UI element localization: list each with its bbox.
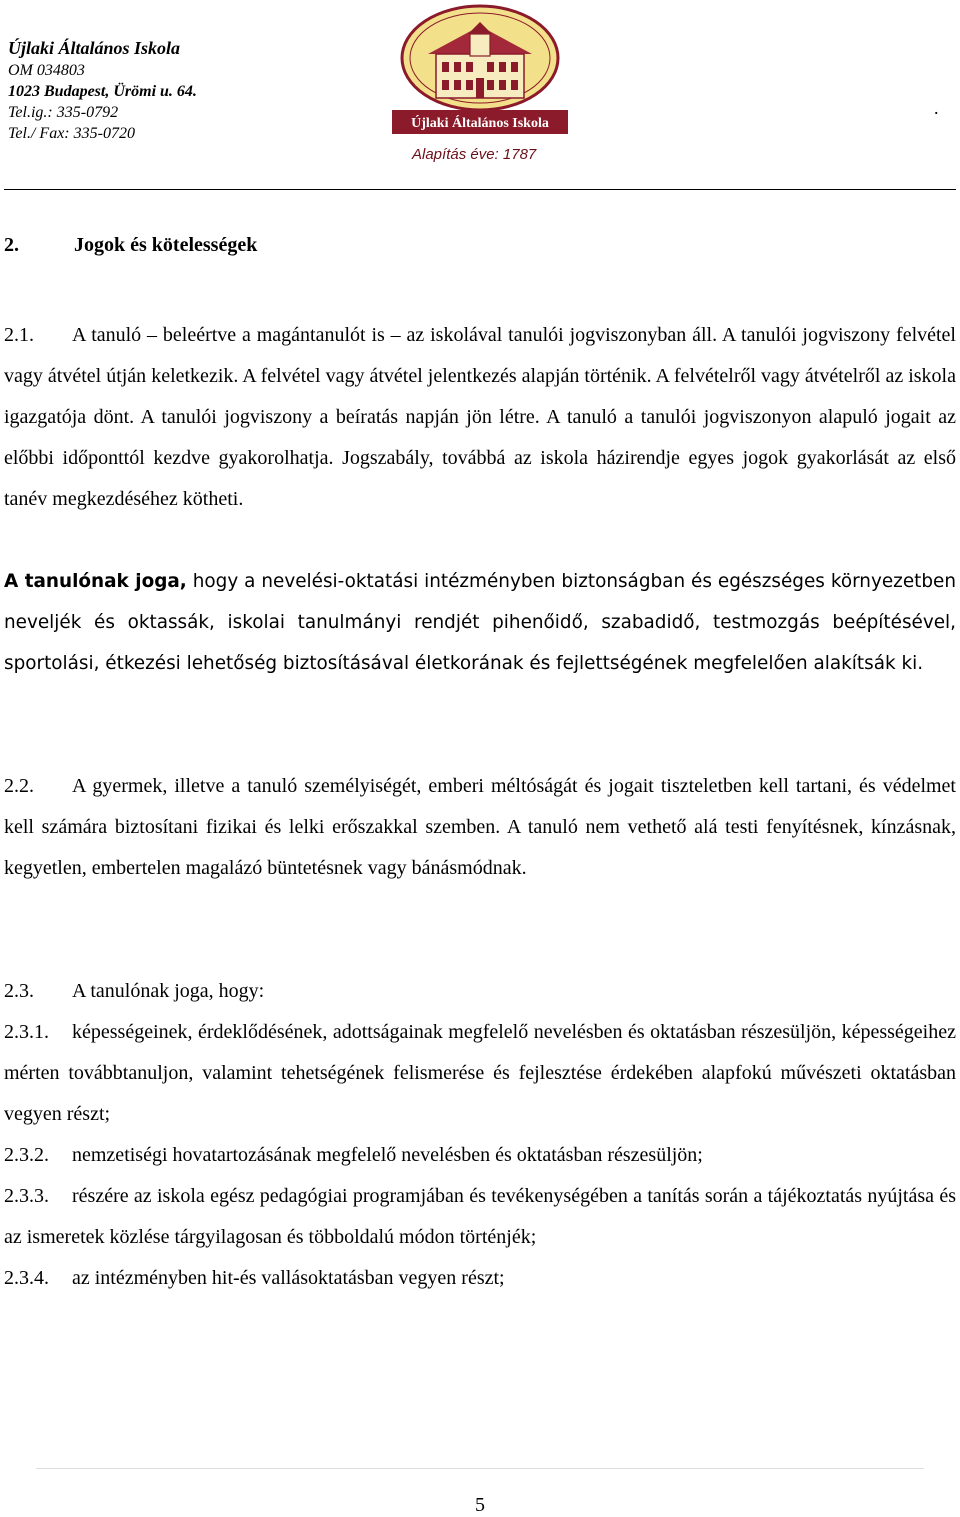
paragraph-text: az intézményben hit-és vallásoktatásban vegyen részt; (72, 1267, 505, 1289)
header-divider (4, 189, 956, 190)
school-info (8, 40, 258, 144)
om-id: OM 034803 (8, 62, 85, 79)
founded-year: Alapítás éve: 1787 (412, 146, 537, 163)
section-number: 2. (4, 234, 19, 256)
footer-divider (36, 1468, 924, 1469)
logo-text: Újlaki Általános Iskola (411, 116, 549, 131)
paragraph-number: 2.3. (4, 980, 34, 1002)
paragraph-2-3 (4, 971, 956, 1012)
paragraph-number: 2.3.3. (4, 1185, 49, 1207)
paragraph-text: A tanuló – beleértve a magántanulót is – az iskolával tanulói jogviszonyban áll. A tanulói jogviszony felvétel vagy átvétel útján keletkezik. A felvétel vagy átvétel jelentkezés alapján történik. A felvételről vagy átvételről az iskola igazgatója dönt. A tanulói jogviszony a beíratás napján jön létre. A tanuló a tanulói jogviszonyon alapuló jogait az előbbi időponttól kezdve gyakorolhatja. Jogszabály, továbbá az iskola házirendje egyes jogok gyakorlását az első tanév megkezdéséhez kötheti. (4, 324, 956, 510)
paragraph-text: A gyermek, illetve a tanuló személyiségét, emberi méltóságát és jogait tiszteletben kell tartani, és védelmet kell számára biztosítani fizikai és lelki erőszakkal szemben. A tanuló nem vethető alá testi fenyítésnek, kínzásnak, kegyetlen, embertelen magalázó büntetésnek vagy bánásmódnak. (4, 775, 956, 879)
paragraph-number: 2.2. (4, 775, 34, 797)
paragraph-2-3-4 (4, 1258, 956, 1299)
school-address: 1023 Budapest, Ürömi u. 64. (8, 83, 197, 100)
paragraph-2-3-2 (4, 1135, 956, 1176)
page-number: 5 (475, 1494, 485, 1516)
paragraph-number: 2.3.2. (4, 1144, 49, 1166)
paragraph-text: hogy a nevelési-oktatási intézményben biztonságban és egészséges környezetben neveljék és oktassák, iskolai tanulmányi rendjét pihenőidő, szabadidő, testmozgás beépítésével, sportolási, étkezési lehetőség biztosításával életkorának és fejlettségének megfelelően alakítsák ki. (4, 571, 956, 674)
paragraph-2-2 (4, 766, 956, 889)
paragraph-text: részére az iskola egész pedagógiai programjában és tevékenységében a tanítás során a tájékoztatás nyújtása és az ismeretek közlése tárgyilagosan és többoldalú módon történjék; (4, 1185, 956, 1248)
section-heading (4, 234, 257, 257)
paragraph-text: képességeinek, érdeklődésének, adottságainak megfelelő nevelésben és oktatásban részesüljön, képességeihez mérten továbbtanuljon, valamint tehetségének felismerése és fejlesztése érdekében alapfokú művészeti oktatásban vegyen részt; (4, 1021, 956, 1125)
section-title: Jogok és kötelességek (74, 234, 258, 256)
school-logo (388, 4, 572, 138)
tel-fax: Tel./ Fax: 335-0720 (8, 125, 135, 142)
paragraph-text: A tanulónak joga, hogy: (72, 980, 265, 1002)
paragraph-2-3-1 (4, 1012, 956, 1135)
bold-lead: A tanulónak joga, (4, 571, 187, 592)
header-dot: . (934, 98, 939, 118)
paragraph-number: 2.3.4. (4, 1267, 49, 1289)
paragraph-number: 2.1. (4, 324, 34, 346)
paragraph-student-rights (4, 561, 956, 684)
paragraph-2-1 (4, 315, 956, 520)
tel-ig: Tel.ig.: 335-0792 (8, 104, 119, 121)
paragraph-2-3-3 (4, 1176, 956, 1258)
paragraph-text: nemzetiségi hovatartozásának megfelelő nevelésben és oktatásban részesüljön; (72, 1144, 703, 1166)
school-name: Újlaki Általános Iskola (8, 38, 181, 58)
paragraph-number: 2.3.1. (4, 1021, 49, 1043)
